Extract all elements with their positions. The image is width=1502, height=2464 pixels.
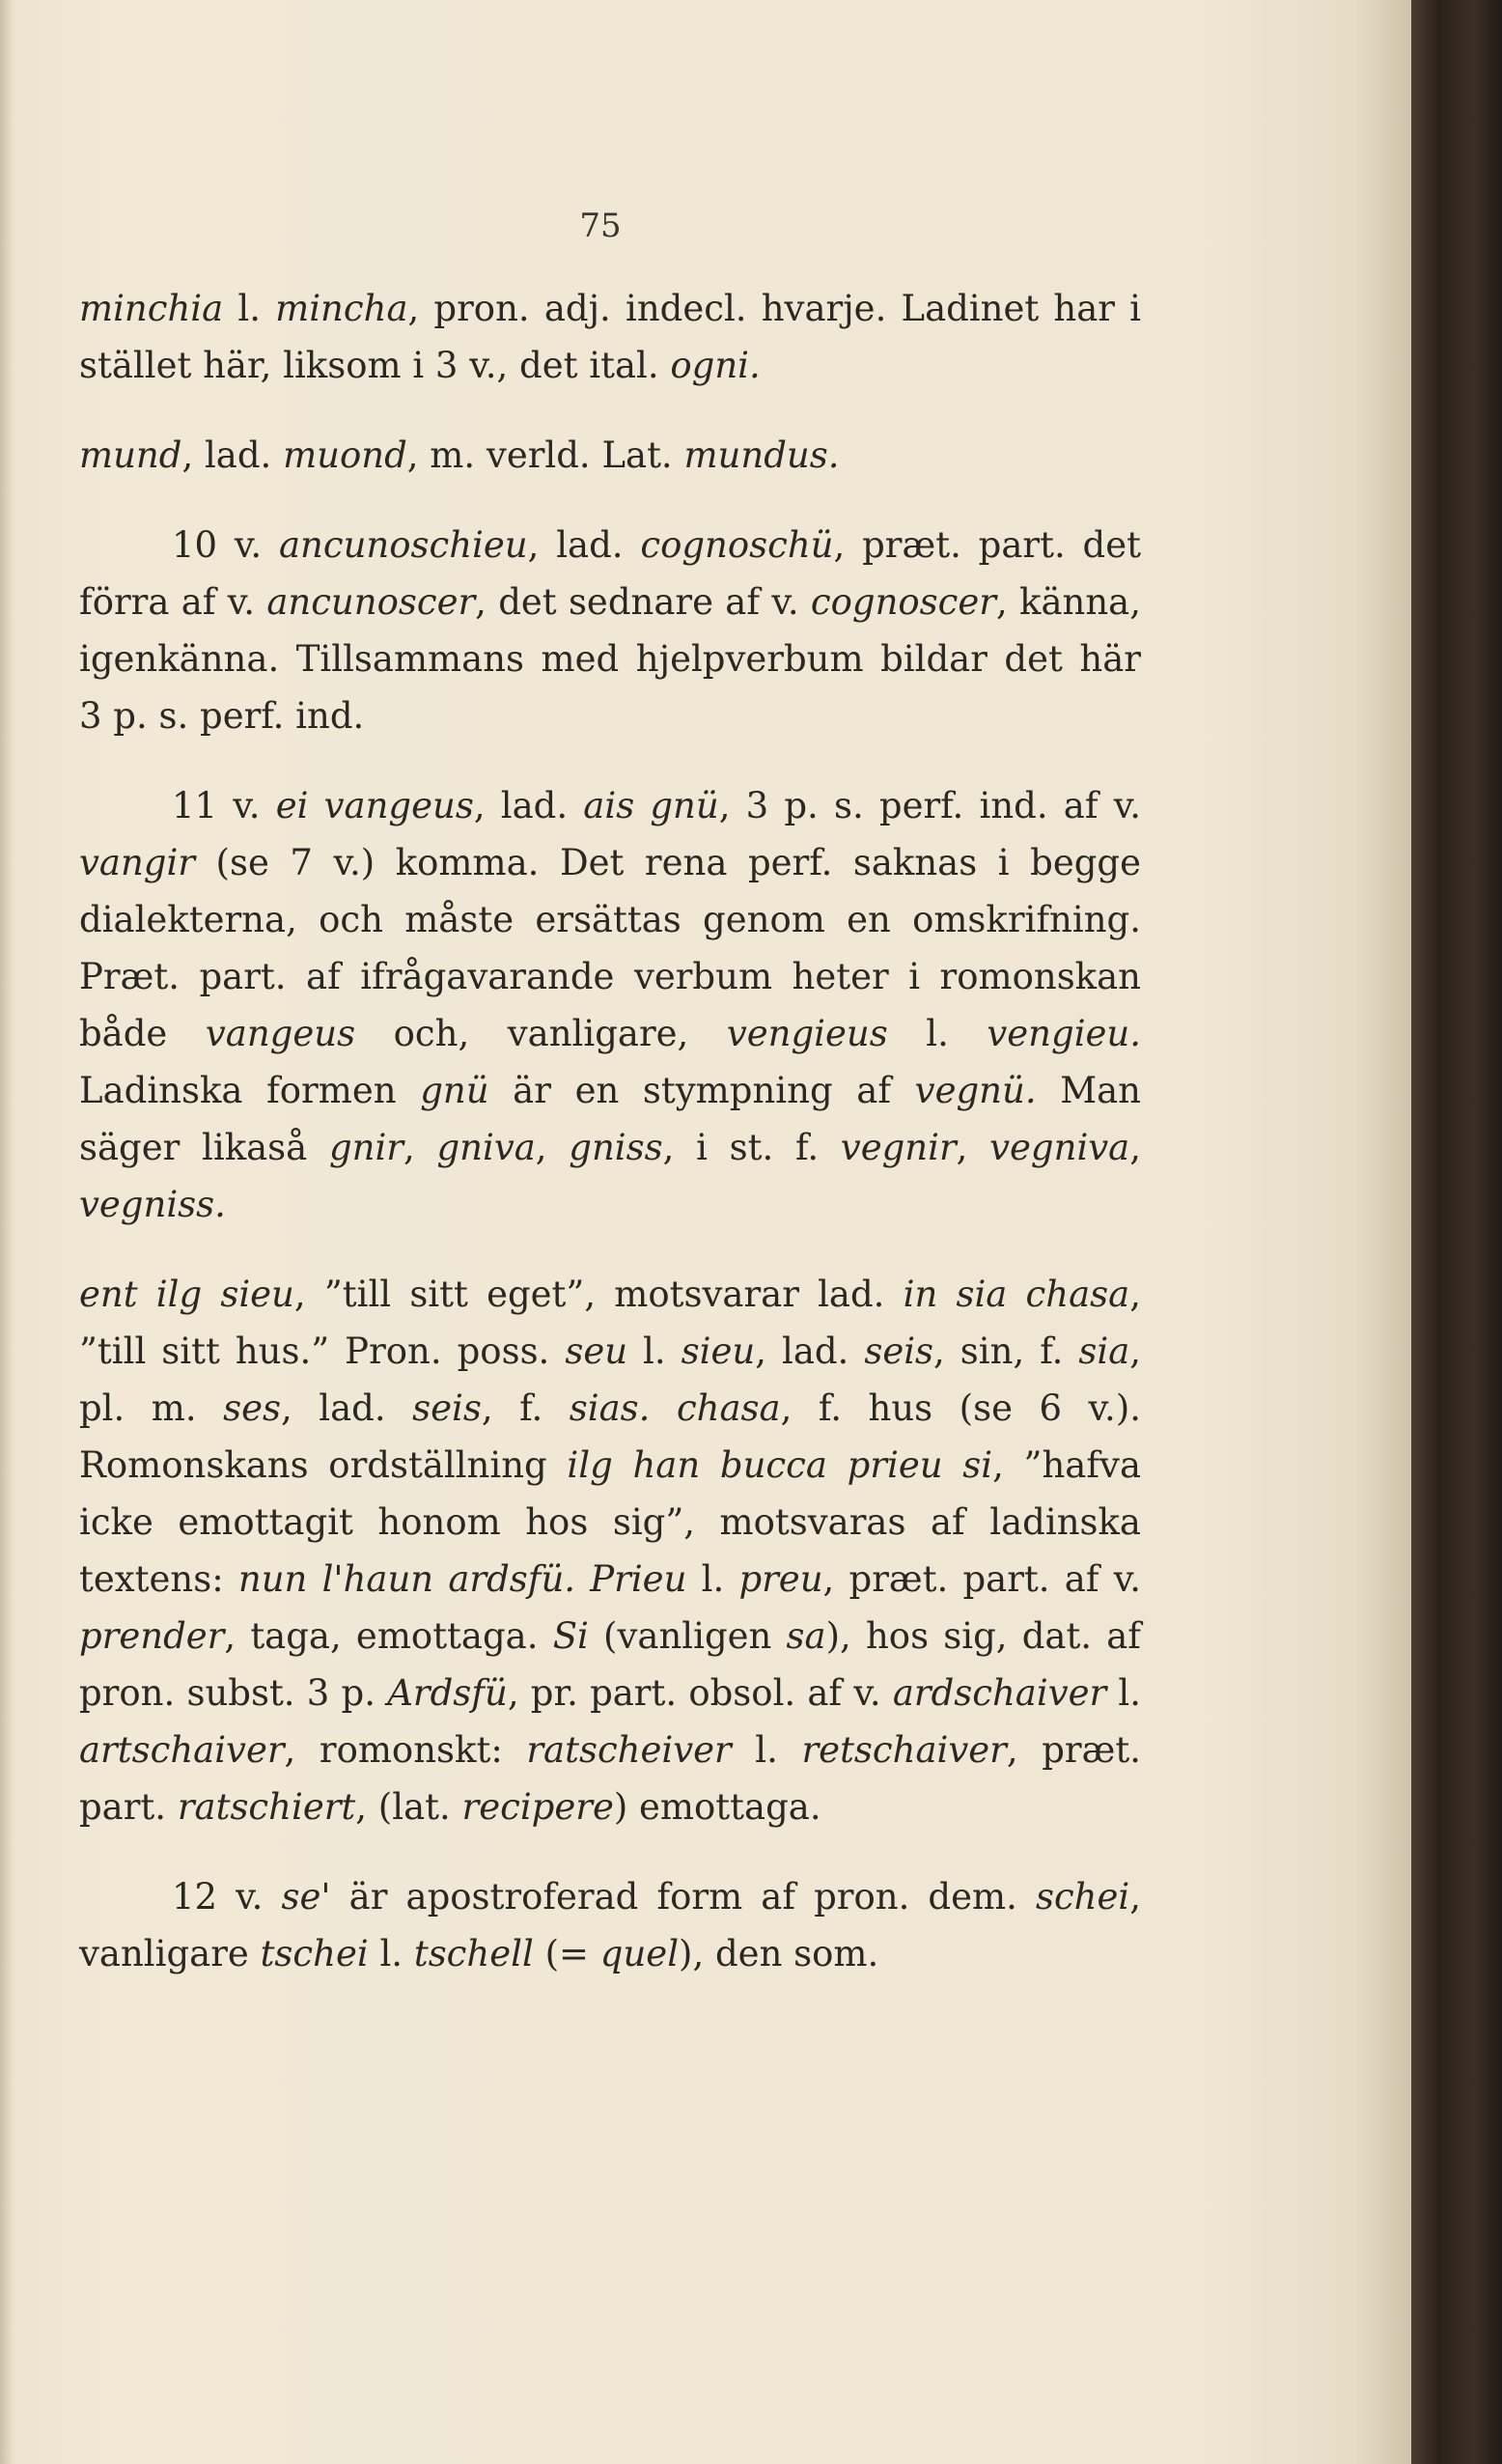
- text-run: l.: [731, 1729, 802, 1771]
- italic-term: schei: [1035, 1876, 1130, 1918]
- text-run: , lad.: [281, 1387, 413, 1429]
- italic-term: gniva: [436, 1127, 536, 1168]
- entry-verse-11: [79, 777, 1141, 1233]
- text-run: (se 7 v.) komma. Det rena perf. saknas i begge dialekterna, och måste ersättas genom en omskrifning. Præt. part. af ifrågavarande verbum heter i romonskan både: [79, 842, 1141, 1054]
- text-run: [575, 1558, 590, 1600]
- text-run: , vanligare: [79, 1876, 1141, 1974]
- text-run: (vanligen: [588, 1615, 787, 1657]
- italic-term: sias.: [569, 1387, 651, 1429]
- entry-verse-10: [79, 517, 1141, 744]
- italic-term: tschell: [413, 1933, 534, 1974]
- page-number: 75: [579, 207, 622, 245]
- italic-term: ancunoschieu: [278, 524, 528, 566]
- italic-term: vegniva: [989, 1127, 1130, 1168]
- italic-term: ent ilg sieu: [79, 1274, 294, 1315]
- text-run: ,: [1129, 1127, 1141, 1168]
- text-run: 12 v.: [172, 1876, 282, 1918]
- text-run: ), hos sig, dat. af pron. subst. 3 p.: [79, 1615, 1142, 1714]
- text-run: l.: [887, 1013, 987, 1054]
- italic-term: sia: [1078, 1330, 1130, 1372]
- italic-term: preu: [738, 1558, 823, 1600]
- text-run: l.: [368, 1933, 414, 1974]
- italic-term: vengieu.: [987, 1013, 1142, 1054]
- italic-term: vegniss.: [79, 1184, 226, 1225]
- text-run: , ”till sitt eget”, motsvarar lad.: [293, 1274, 904, 1315]
- text-run: 10 v.: [172, 524, 279, 566]
- text-run: l.: [1106, 1672, 1141, 1714]
- italic-term: vegnir: [840, 1127, 957, 1168]
- text-run: , pr. part. obsol. af v.: [507, 1672, 893, 1714]
- italic-term: seu: [565, 1330, 628, 1372]
- italic-term: cognoscer: [810, 581, 996, 623]
- italic-term: gnir: [328, 1127, 403, 1168]
- entry-mund: [79, 427, 1141, 484]
- text-run: , lad.: [473, 785, 584, 826]
- text-run: ,: [956, 1127, 990, 1168]
- text-run: , f.: [481, 1387, 570, 1429]
- text-run: l.: [223, 288, 276, 329]
- italic-term: cognoschü: [640, 524, 834, 566]
- text-run: ,: [535, 1127, 570, 1168]
- text-run: , känna, igenkänna. Tillsammans med hjelpverbum bildar det här 3 p. s. perf. ind.: [79, 581, 1141, 737]
- text-run: [650, 1387, 677, 1429]
- italic-term: chasa: [676, 1387, 781, 1429]
- italic-term: gniss: [569, 1127, 663, 1168]
- italic-term: vangir: [79, 842, 195, 883]
- text-run: , romonskt:: [284, 1729, 527, 1771]
- italic-term: se': [281, 1876, 331, 1918]
- italic-term: ais gnü: [583, 785, 719, 826]
- text-run: , pl. m.: [79, 1330, 1142, 1429]
- italic-term: minchia: [79, 288, 224, 329]
- text-run: är apostroferad form af pron. dem.: [330, 1876, 1036, 1918]
- italic-term: mincha: [275, 288, 408, 329]
- italic-term: ratscheiver: [526, 1729, 732, 1771]
- italic-term: vengieus: [726, 1013, 888, 1054]
- italic-term: recipere: [461, 1786, 614, 1828]
- italic-term: artschaiver: [79, 1729, 285, 1771]
- entry-minchia: [79, 280, 1141, 394]
- italic-term: vegnü.: [914, 1070, 1037, 1111]
- italic-term: nun l'haun ardsfü.: [237, 1558, 576, 1600]
- italic-term: sa: [786, 1615, 826, 1657]
- italic-term: ilg han bucca prieu si: [567, 1444, 993, 1486]
- italic-term: retschaiver: [801, 1729, 1007, 1771]
- text-run: l.: [686, 1558, 739, 1600]
- italic-term: ogni.: [670, 345, 761, 386]
- text-run: , m. verld. Lat.: [406, 434, 684, 476]
- italic-term: Prieu: [590, 1558, 687, 1600]
- text-run: är en stympning af: [488, 1070, 915, 1111]
- italic-term: Si: [552, 1615, 589, 1657]
- italic-term: ei vangeus: [275, 785, 474, 826]
- book-edge-shadow: [1411, 0, 1502, 2464]
- text-run: , sin, f.: [933, 1330, 1079, 1372]
- text-run: ), den som.: [679, 1933, 879, 1974]
- text-run: (=: [533, 1933, 600, 1974]
- text-run: , 3 p. s. perf. ind. af v.: [718, 785, 1141, 826]
- italic-term: in sia chasa: [903, 1274, 1130, 1315]
- text-run: Ladinska formen: [79, 1070, 421, 1111]
- text-run: , pron. adj. indecl. hvarje. Ladinet har i stället här, liksom i 3 v., det ital.: [79, 288, 1141, 386]
- italic-term: muond: [283, 434, 407, 476]
- italic-term: mundus.: [683, 434, 840, 476]
- italic-term: Ardsfü: [387, 1672, 508, 1714]
- text-run: ,: [403, 1127, 437, 1168]
- text-run: ) emottaga.: [613, 1786, 821, 1828]
- commentary-text: [79, 280, 1141, 2015]
- text-run: , ”hafva icke emottagit honom hos sig”, motsvaras af ladinska textens:: [79, 1444, 1142, 1600]
- italic-term: gnü: [420, 1070, 489, 1111]
- italic-term: tschei: [260, 1933, 369, 1974]
- italic-term: mund: [79, 434, 182, 476]
- text-run: , lad.: [755, 1330, 865, 1372]
- italic-term: ses: [223, 1387, 282, 1429]
- entry-verse-12: [79, 1868, 1141, 1982]
- italic-term: ratschiert: [177, 1786, 356, 1828]
- text-run: , f. hus (se 6 v.). Romonskans ordställning: [79, 1387, 1142, 1486]
- text-run: , (lat.: [355, 1786, 462, 1828]
- text-run: Man säger likaså: [79, 1070, 1141, 1168]
- text-run: , taga, emottaga.: [224, 1615, 553, 1657]
- entry-ent-ilg-sieu: [79, 1266, 1141, 1835]
- italic-term: ancunoscer: [266, 581, 476, 623]
- text-run: , præt. part.: [79, 1729, 1141, 1828]
- italic-term: seis: [864, 1330, 934, 1372]
- text-run: , præt. part. af v.: [822, 1558, 1141, 1600]
- text-run: l.: [627, 1330, 681, 1372]
- text-run: , lad.: [181, 434, 284, 476]
- italic-term: sieu: [681, 1330, 756, 1372]
- italic-term: vangeus: [205, 1013, 356, 1054]
- text-run: , ”till sitt hus.” Pron. poss.: [79, 1274, 1141, 1372]
- text-run: , lad.: [527, 524, 641, 566]
- italic-term: quel: [599, 1933, 680, 1974]
- text-run: , i st. f.: [662, 1127, 841, 1168]
- text-run: och, vanligare,: [355, 1013, 727, 1054]
- italic-term: seis: [412, 1387, 482, 1429]
- text-run: 11 v.: [172, 785, 276, 826]
- italic-term: ardschaiver: [892, 1672, 1107, 1714]
- text-run: , præt. part. det förra af v.: [79, 524, 1141, 623]
- italic-term: prender: [79, 1615, 225, 1657]
- text-run: , det sednare af v.: [475, 581, 811, 623]
